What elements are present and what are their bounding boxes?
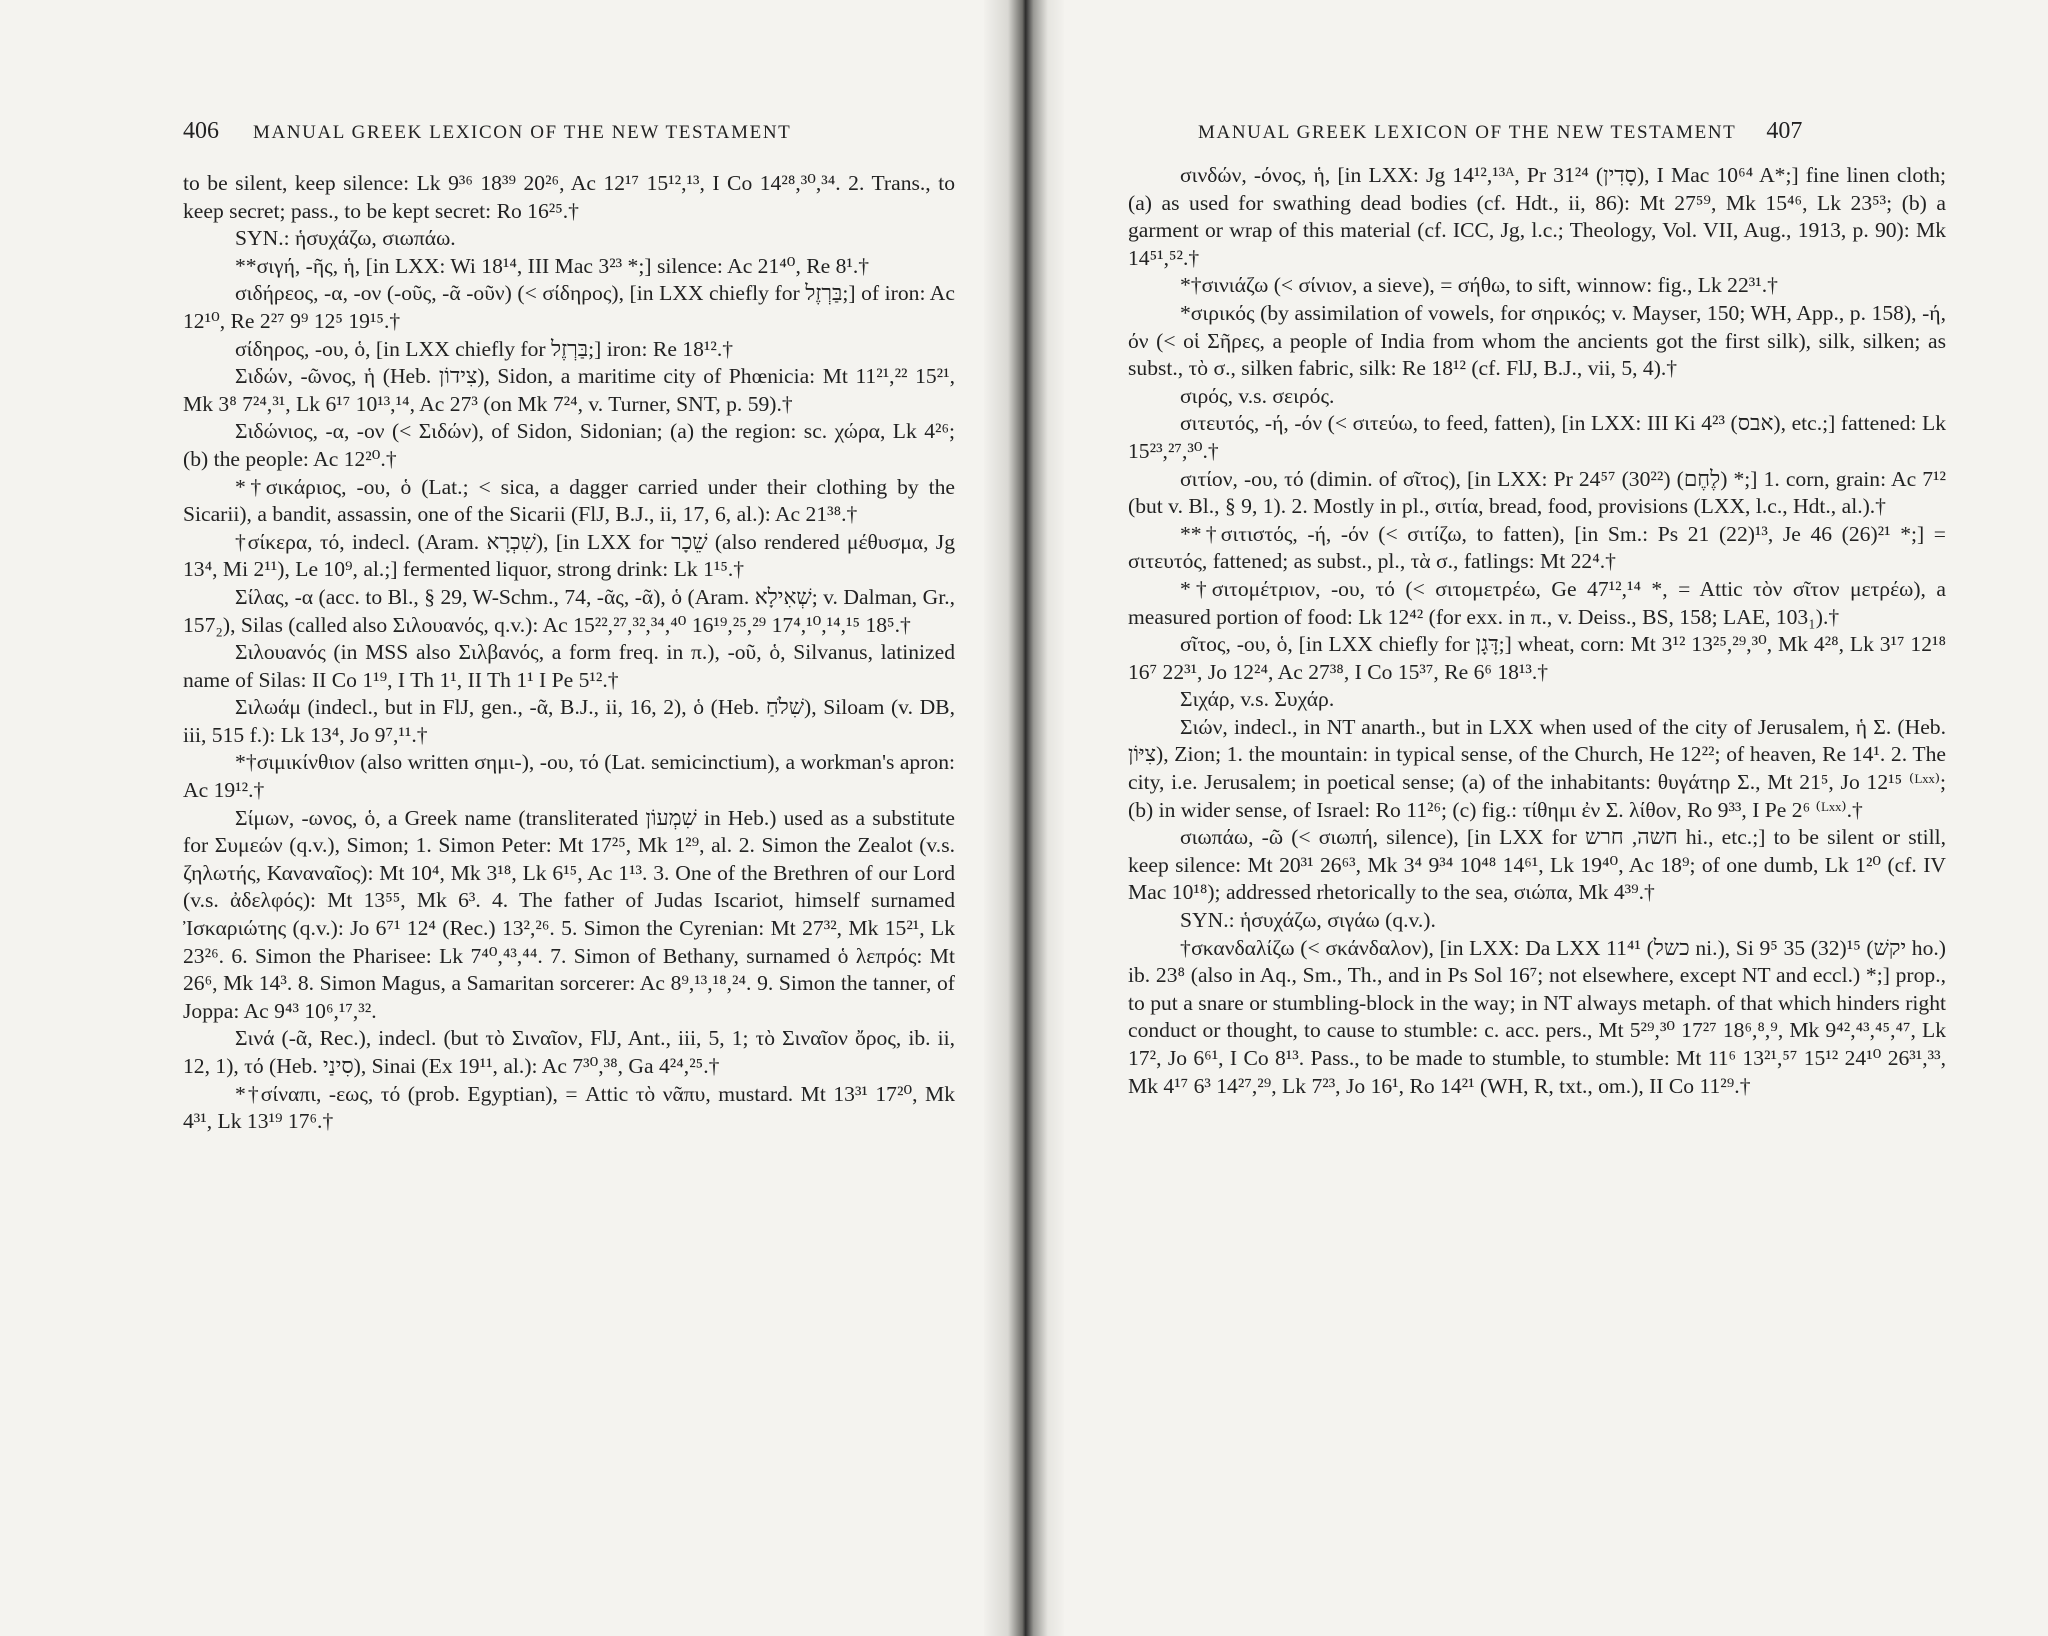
right-page-number: 407 <box>1766 118 1803 144</box>
dictionary-entry: σιδήρεος, -α, -ον (-οῦς, -ᾶ -οῦν) (< σίδηρος), [in LXX chiefly for בַּרְזֶל;] of iron: Ac 12¹⁰, Re 2²⁷ 9⁹ 12⁵ 19¹⁵.† <box>183 281 955 333</box>
left-running-title: MANUAL GREEK LEXICON OF THE NEW TESTAMENT <box>253 122 792 143</box>
dictionary-entry: *†σιτομέτριον, -ου, τό (< σιτομετρέω, Ge 47¹²,¹⁴ *, = Attic τὸν σῖτον μετρέω), a measured portion of food: Lk 12⁴² (for exx. in π., v. Deiss., BS, 158; LAE, 103₁).† <box>1128 576 1946 629</box>
synonym-note: SYN.: ἡσυχάζω, σιωπάω. <box>235 226 456 251</box>
dictionary-entry: Σίλας, -α (acc. to Bl., § 29, W-Schm., 74, -ᾶς, -ᾶ), ὁ (Aram. שְׁאִילָא; v. Dalman, Gr., 157₂), Silas (called also Σιλουανός, q.v.): Ac 15²²,²⁷,³²,³⁴,⁴⁰ 16¹⁹,²⁵,²⁹ 17⁴,¹⁰,¹⁴,¹⁵ 18⁵.† <box>183 584 955 637</box>
dictionary-entry: σιτευτός, -ή, -όν (< σιτεύω, to feed, fatten), [in LXX: III Ki 4²³ (אבס), etc.;] fattened: Lk 15²³,²⁷,³⁰.† <box>1128 411 1946 463</box>
dictionary-entry: *†σικάριος, -ου, ὁ (Lat.; < sica, a dagger carried under their clothing by the Sicarii), a bandit, assassin, one of the Sicarii (FlJ, B.J., ii, 17, 6, al.): Ac 21³⁸.† <box>183 474 955 527</box>
dictionary-entry: Σιλουανός (in MSS also Σιλβανός, a form freq. in π.), -οῦ, ὁ, Silvanus, latinized name of Silas: II Co 1¹⁹, I Th 1¹, II Th 1¹ I Pe 5¹².† <box>183 640 955 692</box>
dictionary-entry: *†σινιάζω (< σίνιον, a sieve), = σήθω, to sift, winnow: fig., Lk 22³¹.† <box>1180 273 1778 298</box>
dictionary-entry: **σιγή, -ῆς, ἡ, [in LXX: Wi 18¹⁴, III Mac 3²³ *;] silence: Ac 21⁴⁰, Re 8¹.† <box>235 253 870 278</box>
dictionary-entry: †σίκερα, τό, indecl. (Aram. שִׁכְרָא), [in LXX for שֵׁכָר (also rendered μέθυσμα, Jg 13⁴, Mi 2¹¹), Le 10⁹, al.;] fermented liquor, strong drink: Lk 1¹⁵.† <box>183 529 955 582</box>
dictionary-entry: σίδηρος, -ου, ὁ, [in LXX chiefly for בַּרְזֶל;] iron: Re 18¹².† <box>235 336 734 361</box>
dictionary-entry: σιτίον, -ου, τό (dimin. of σῖτος), [in LXX: Pr 24⁵⁷ (30²²) (לֶחֶם) *;] 1. corn, grain: Ac 7¹² (but v. Bl., § 9, 1). 2. Mostly in pl., σιτία, bread, food, provisions (LXX, l.c., Hdt., al.).† <box>1128 466 1946 519</box>
left-page-body <box>183 170 955 1136</box>
left-running-head <box>183 118 791 145</box>
dictionary-entry: Σιών, indecl., in NT anarth., but in LXX when used of the city of Jerusalem, ἡ Σ. (Heb. צִיּוֹן), Zion; 1. the mountain: in typical sense, of the Church, He 12²²; of heaven, Re 14¹. 2. The city, i.e. Jerusalem; in poetical sense; (a) of the inhabitants: θυγάτηρ Σ., Mt 21⁵, Jo 12¹⁵ ⁽ᴸˣˣ⁾; (b) in wider sense, of Israel: Ro 11²⁶; (c) fig.: τίθημι ἐν Σ. λίθον, Ro 9³³, I Pe 2⁶ ⁽ᴸˣˣ⁾.† <box>1128 714 1946 822</box>
right-page <box>1050 0 2048 1636</box>
dictionary-entry: Σιδών, -ῶνος, ἡ (Heb. צִידוֹן), Sidon, a maritime city of Phœnicia: Mt 11²¹,²² 15²¹, Mk 3⁸ 7²⁴,³¹, Lk 6¹⁷ 10¹³,¹⁴, Ac 27³ (on Mk 7²⁴, v. Turner, SNT, p. 59).† <box>183 364 956 416</box>
dictionary-entry: σῖτος, -ου, ὁ, [in LXX chiefly for דָּגָן;] wheat, corn: Mt 3¹² 13²⁵,²⁹,³⁰, Mk 4²⁸, Lk 3¹⁷ 12¹⁸ 16⁷ 22³¹, Jo 12²⁴, Ac 27³⁸, I Co 15³⁷, Re 6⁶ 18¹³.† <box>1128 632 1946 684</box>
dictionary-entry: Σιχάρ, v.s. Συχάρ. <box>1180 687 1335 712</box>
dictionary-entry: Σίμων, -ωνος, ὁ, a Greek name (transliterated שִׁמְעוֹן in Heb.) used as a substitute for Συμεών (q.v.), Simon; 1. Simon Peter: Mt 17²⁵, Mk 1²⁹, al. 2. Simon the Zealot (v.s. ζηλωτής, Καναναῖος): Mt 10⁴, Mk 3¹⁸, Lk 6¹⁵, Ac 1¹³. 3. One of the Brethren of our Lord (v.s. ἀδελφός): Mt 13⁵⁵, Mk 6³. 4. The father of Judas Iscariot, himself surnamed Ἰσκαριώτης (q.v.): Jo 6⁷¹ 12⁴ (Rec.) 13²,²⁶. 5. Simon the Cyrenian: Mt 27³², Mk 15²¹, Lk 23²⁶. 6. Simon the Pharisee: Lk 7⁴⁰,⁴³,⁴⁴. 7. Simon of Bethany, surnamed ὁ λεπρός: Mt 26⁶, Mk 14³. 8. Simon Magus, a Samaritan sorcerer: Ac 8⁹,¹³,¹⁸,²⁴. 9. Simon the tanner, of Joppa: Ac 9⁴³ 10⁶,¹⁷,³². <box>183 805 956 1023</box>
right-running-head <box>1198 118 1802 145</box>
dictionary-entry: Σιλωάμ (indecl., but in FlJ, gen., -ᾶ, B.J., ii, 16, 2), ὁ (Heb. שִׁלֹחַ), Siloam (v. DB, iii, 515 f.): Lk 13⁴, Jo 9⁷,¹¹.† <box>183 695 955 747</box>
dictionary-entry: †σκανδαλίζω (< σκάνδαλον), [in LXX: Da LXX 11⁴¹ (כשל ni.), Si 9⁵ 35 (32)¹⁵ (יקשׁ ho.) ib. 23⁸ (also in Aq., Sm., Th., and in Ps Sol 16⁷; not elsewhere, except NT and eccl.) *;] prop., to put a snare or stumbling-block in the way; in NT always metaph. of that which hinders right conduct or thought, to cause to stumble: c. acc. pers., Mt 5²⁹,³⁰ 17²⁷ 18⁶,⁸,⁹, Mk 9⁴²,⁴³,⁴⁵,⁴⁷, Lk 17², Jo 6⁶¹, I Co 8¹³. Pass., to be made to stumble, to stumble: Mt 11⁶ 13²¹,⁵⁷ 15¹² 24¹⁰ 26³¹,³³, Mk 4¹⁷ 6³ 14²⁷,²⁹, Lk 7²³, Jo 16¹, Ro 14²¹ (WH, R, txt., om.), II Co 11²⁹.† <box>1128 935 1946 1098</box>
dictionary-entry: *†σιμικίνθιον (also written σημι-), -ου, τό (Lat. semicinctium), a workman's apron: Ac 19¹².† <box>183 750 955 803</box>
left-page <box>0 0 1000 1636</box>
dictionary-entry: Σινά (-ᾶ, Rec.), indecl. (but τὸ Σιναῖον, FlJ, Ant., iii, 5, 1; τὸ Σιναῖον ὄρος, ib. ii, 12, 1), τό (Heb. סִינַי), Sinai (Ex 19¹¹, al.): Ac 7³⁰,³⁸, Ga 4²⁴,²⁵.† <box>183 1026 955 1078</box>
dictionary-entry: *σιρικός (by assimilation of vowels, for σηρικός; v. Mayser, 150; WH, App., p. 158), -ή, όν (< οἱ Σῆρες, a people of India from whom the ancients got the first silk), silk, silken; as subst., τὸ σ., silken fabric, silk: Re 18¹² (cf. FlJ, B.J., vii, 5, 4).† <box>1128 300 1946 381</box>
right-running-title: MANUAL GREEK LEXICON OF THE NEW TESTAMENT <box>1198 122 1737 143</box>
left-page-number: 406 <box>183 118 219 144</box>
dictionary-entry: *†σίναπι, -εως, τό (prob. Egyptian), = Attic τὸ νᾶπυ, mustard. Mt 13³¹ 17²⁰, Mk 4³¹, Lk 13¹⁹ 17⁶.† <box>183 1081 955 1134</box>
dictionary-entry: σινδών, -όνος, ἡ, [in LXX: Jg 14¹²,¹³ᴬ, Pr 31²⁴ (סָדִין), I Mac 10⁶⁴ A*;] fine linen cloth; (a) as used for swathing dead bodies (cf. Hdt., ii, 86): Mt 27⁵⁹, Mk 15⁴⁶, Lk 23⁵³; (b) a garment or wrap of this material (cf. ICC, Jg, l.c.; Theology, Vol. VII, Aug., 1913, p. 90): Mk 14⁵¹,⁵².† <box>1128 163 1946 270</box>
dictionary-entry: σιρός, v.s. σειρός. <box>1180 383 1335 408</box>
dictionary-entry: σιωπάω, -ῶ (< σιωπή, silence), [in LXX for חשה, חרש hi., etc.;] to be silent or still, keep silence: Mt 20³¹ 26⁶³, Mk 3⁴ 9³⁴ 10⁴⁸ 14⁶¹, Lk 19⁴⁰, Ac 18⁹; of one dumb, Lk 1²⁰ (cf. IV Mac 10¹⁸); addressed rhetorically to the sea, σιώπα, Mk 4³⁹.† <box>1128 825 1946 905</box>
dictionary-entry: **†σιτιστός, -ή, -όν (< σιτίζω, to fatten), [in Sm.: Ps 21 (22)¹³, Je 46 (26)²¹ *;] = σιτευτός, fattened; as subst., pl., τὰ σ., fatlings: Mt 22⁴.† <box>1128 521 1946 574</box>
dictionary-entry: to be silent, keep silence: Lk 9³⁶ 18³⁹ 20²⁶, Ac 12¹⁷ 15¹²,¹³, I Co 14²⁸,³⁰,³⁴. 2. Trans., to keep secret; pass., to be kept secret: Ro 16²⁵.† <box>183 171 955 223</box>
dictionary-entry: Σιδώνιος, -α, -ον (< Σιδών), of Sidon, Sidonian; (a) the region: sc. χώρα, Lk 4²⁶; (b) the people: Ac 12²⁰.† <box>183 419 955 471</box>
synonym-note: SYN.: ἡσυχάζω, σιγάω (q.v.). <box>1180 908 1436 933</box>
right-page-body <box>1128 162 1946 1100</box>
